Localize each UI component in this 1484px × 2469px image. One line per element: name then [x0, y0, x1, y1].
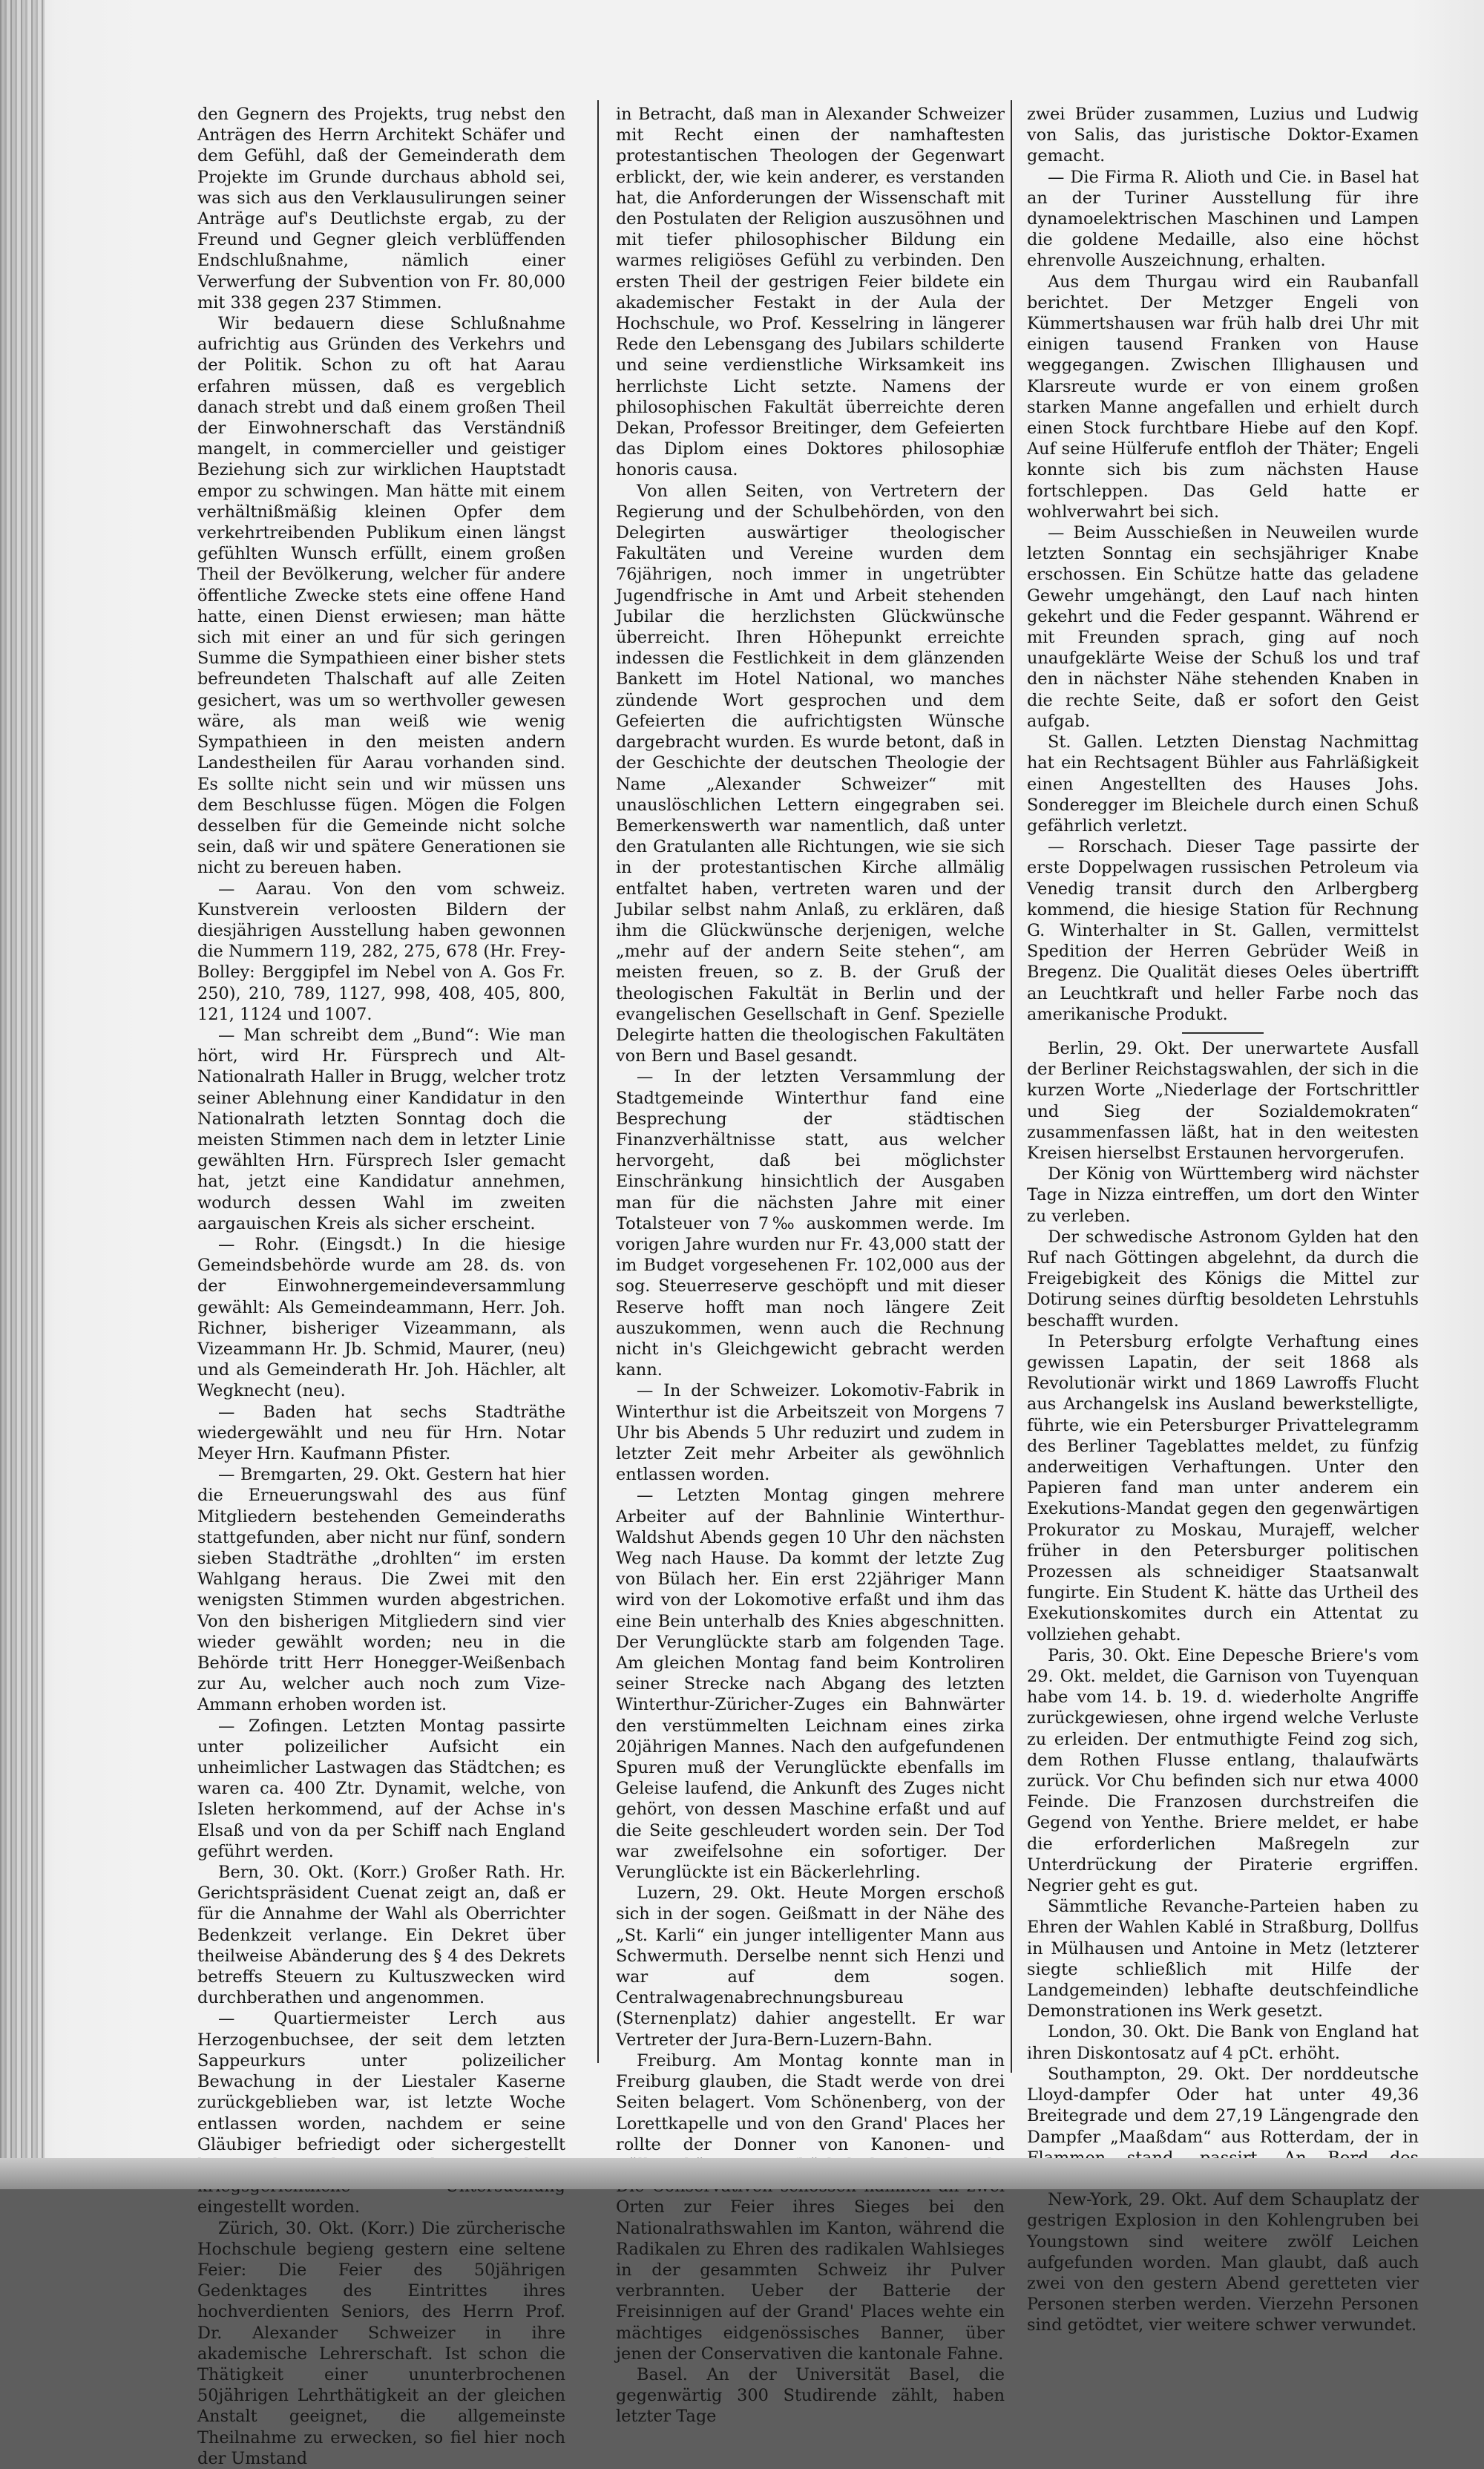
article-column-1 [197, 104, 565, 2469]
article-paragraph: Zürich, 30. Okt. (Korr.) Die zürcherische Hochschule begieng gestern eine seltene Feier: Die Feier des 50jährigen Gedenktages des Eintrittes ihres hochverdienten Seniors, des Herrn Prof. Dr. Alexander Schweizer in ihre akademische Lehrerschaft. Ist schon die Thätigkeit einer ununterbrochenen 50jährigen Lehrthätigkeit an der gleichen Anstalt geeignet, die allgemeinste Theilnahme zu erwecken, so fiel hier noch der Umstand [197, 2218, 565, 2468]
article-paragraph: — Rohr. (Eingsdt.) In die hiesige Gemeindsbehörde wurde am 28. ds. von der Einwohnergemeindeversammlung gewählt: Als Gemeindeammann, Herr. Joh. Richner, bisheriger Vizeammann, als Vizeammann Hr. Jb. Schmid, Maurer, (neu) und als Gemeinderath Hr. Joh. Hächler, alt Wegknecht (neu). [197, 1234, 565, 1401]
article-paragraph: New-York, 29. Okt. Auf dem Schauplatz der gestrigen Explosion in den Kohlengruben bei Youngstown sind weitere zwölf Leichen aufgefunden worden. Man glaubt, daß auch zwei von den gestern Abend geretteten vier Personen sterben werden. Vierzehn Personen sind getödtet, vier weitere schwer verwundet. [1027, 2190, 1419, 2335]
article-paragraph: Aus dem Thurgau wird ein Raubanfall berichtet. Der Metzger Engeli von Kümmertshausen war früh halb drei Uhr mit einigen tausend Franken von Hause weggegangen. Zwischen Illighausen und Klarsreute wurde er von einem großen starken Manne angefallen und erhielt durch einen Stock furchtbare Hiebe auf den Kopf. Auf seine Hülferufe entfloh der Thäter; Engeli konnte sich bis zum nächsten Hause fortschleppen. Das Geld hatte er wohlverwahrt bei sich. [1027, 272, 1419, 522]
article-paragraph: — In der letzten Versammlung der Stadtgemeinde Winterthur fand eine Besprechung der städtischen Finanzverhältnisse statt, aus welcher hervorgeht, daß bei möglichster Einschränkung hinsichtlich der Ausgaben man für die nächsten Jahre mit einer Totalsteuer von 7‰ auskommen werde. Im vorigen Jahre wurden nur Fr. 43,000 statt der im Budget vorgesehenen Fr. 102,000 aus der sog. Steuerreserve geschöpft und mit dieser Reserve hofft man noch längere Zeit auszukommen, wenn auch die Rechnung nicht in's Gleichgewicht gebracht werden kann. [616, 1067, 1005, 1380]
article-paragraph: Southampton, 29. Okt. Der norddeutsche Lloyd-dampfer Oder hat unter 49,36 Breitegrade und dem 27,19 Längengrade den Dampfer „Maaßdam“ aus Rotterdam, der in [1027, 2064, 1419, 2147]
article-paragraph: in Betracht, daß man in Alexander Schweizer mit Recht einen der namhaftesten protestantischen Theologen der Gegenwart erblickt, der, wie kein anderer, es verstanden hat, die Anforderungen der Wissenschaft mit den Postulaten der Religion auszusöhnen und mit tiefer philosophischer Bildung ein warmes religiöses Gefühl zu verbinden. Den ersten Theil der gestrigen Feier bildete ein akademischer Festakt in der Aula der Hochschule, wo Prof. Kesselring in längerer Rede den Lebensgang des Jubilars schilderte und seine verdienstliche Wirksamkeit ins herrlichste Licht setzte. Namens der philosophischen Fakultät überreichte deren Dekan, Professor Breitinger, dem Gefeierten das Diplom eines Doktores philosophiæ honoris causa. [616, 105, 1005, 480]
article-paragraph: — Letzten Montag gingen mehrere Arbeiter auf der Bahnlinie Winterthur-Waldshut Abends gegen 10 Uhr den nächsten Weg nach Hause. Da kommt der letzte Zug von Bülach her. Ein erst 22jähriger Mann wird von der Lokomotive erfaßt und ihm das eine Bein unterhalb des Knies abgeschnitten. Der Verunglückte starb am folgenden Tage. Am gleichen Montag fand beim Kontroliren seiner Strecke nach Abgang des letzten Winterthur-Züricher-Zuges ein Bahnwärter den verstümmelten Leichnam eines zirka 20jährigen Mannes. Nach den aufgefundenen Spuren muß der Verunglückte ebenfalls im Geleise laufend, die Ankunft des Zuges nicht gehört, von dessen Maschine erfaßt und auf die Seite geschleudert worden sein. Der Tod war zweifelsohne ein sofortiger. Der Verunglückte ist ein Bäckerlehrling. [616, 1486, 1005, 1883]
article-paragraph: zwei Brüder zusammen, Luzius und Ludwig von Salis, das juristische Doktor-Examen gemacht. [1027, 105, 1419, 166]
article-paragraph: In Petersburg erfolgte Verhaftung eines gewissen Lapatin, der seit 1868 als Revolutionär wirkt und 1869 Lawroffs Flucht aus Archangelsk ins Ausland bewerkstelligte, führte, wie ein Petersburger Privattelegramm des Berliner Tageblattes meldet, zu fünfzig anderweitigen Verhaftungen. Unter den Papieren fand man unter anderem ein Exekutions-Mandat gegen den gegenwärtigen Prokurator zu Moskau, Murajeff, welcher früher in den Petersburger politischen Prozessen als schneidiger Staatsanwalt fungirte. Ein Student K. hätte das Urtheil des Exekutionskomites durch ein Attentat zu vollziehen gehabt. [1027, 1331, 1419, 1645]
article-paragraph: — Quartiermeister Lerch aus Herzogenbuchsee, der seit dem letzten Sappeurkurs unter polizeilicher Bewachung in der Liestaler Kaserne zurückgeblieben war, ist letzte Woche entlassen worden, nachdem er seine Gläubiger befriedigt oder sichergestellt eingestellt worden. [197, 2009, 565, 2217]
section-rule [1182, 1032, 1264, 1034]
article-paragraph: Der König von Württemberg wird nächster Tage in Nizza eintreffen, um dort den Winter zu verleben. [1027, 1164, 1419, 1226]
article-paragraph: Luzern, 29. Okt. Heute Morgen erschoß sich in der sogen. Geißmatt in der Nähe des „St. Karli“ ein junger intelligenter Mann aus Schwermuth. Derselbe nennt sich Henzi und war auf dem sogen. Centralwagenabrechnungsbureau (Sternenplatz) dahier angestellt. Er war Vertreter der Jura-Bern-Luzern-Bahn. [616, 1883, 1005, 2050]
article-paragraph: — Baden hat sechs Stadträthe wiedergewählt und neu für Hrn. Notar Meyer Hrn. Kaufmann Pfister. [197, 1402, 565, 1463]
article-paragraph: Von allen Seiten, von Vertretern der Regierung und der Schulbehörden, von den Delegirten auswärtiger theologischer Fakultäten und Vereine wurden dem 76jährigen, noch immer in ungetrübter Jugendfrische in Amt und Arbeit stehenden Jubilar die herzlichsten Glückwünsche überreicht. Ihren Höhepunkt erreichte indessen die Festlichkeit in dem glänzenden Bankett im Hotel National, wo manches zündende Wort gesprochen und dem Gefeierten die aufrichtigsten Wünsche dargebracht wurden. Es wurde betont, daß in der Geschichte der deutschen Theologie der Name „Alexander Schweizer“ mit unauslöschlichen Lettern eingegraben sei. Bemerkenswerth war namentlich, daß unter den Gratulanten alle Richtungen, wie sie sich in der protestantischen Kirche allmälig entfaltet haben, vertreten waren und der Jubilar selbst nahm Anlaß, zu erklären, daß ihm die Glückwünsche derjenigen, welche „mehr auf der andern Seite stehen“, am meisten freuen, so z. B. der Gruß der theologischen Fakultät in Berlin und der evangelischen Gesellschaft in Genf. Spezielle Delegirte hatten die theologischen Fakultäten von Bern und Basel gesandt. [616, 481, 1005, 1066]
article-paragraph: — Zofingen. Letzten Montag passirte unter polizeilicher Aufsicht ein unheimlicher Lastwagen das Städtchen; es waren ca. 400 Ztr. Dynamit, welche, von Isleten herkommend, auf der Achse in's Elsaß und von da per Schiff nach England geführt werden. [197, 1716, 565, 1861]
article-paragraph: Sämmtliche Revanche-Parteien haben zu Ehren der Wahlen Kablé in Straßburg, Dollfus in Mülhausen und Antoine in Metz (letzterer siegte schließlich mit Hilfe der Landgemeinden) lebhafte deutschfeindliche Demonstrationen ins Werk gesetzt. [1027, 1897, 1419, 2022]
article-paragraph: — Man schreibt dem „Bund“: Wie man hört, wird Hr. Fürsprech und Alt-Nationalrath Haller in Brugg, welcher trotz seiner Ablehnung einer Kandidatur in den Nationalrath letzten Sonntag doch die meisten Stimmen nach dem in letzter Linie gewählten Hrn. Fürsprech Isler gemacht hat, jetzt eine Kandidatur annehmen, wodurch dessen Wahl im zweiten aargauischen Kreis als sicher erscheint. [197, 1025, 565, 1233]
article-paragraph: Basel. An der Universität Basel, die gegenwärtig 300 Studirende zählt, haben letzter Tage [616, 2364, 1005, 2427]
article-paragraph: Paris, 30. Okt. Eine Depesche Briere's vom 29. Okt. meldet, die Garnison von Tuyenquan habe vom 14. b. 19. d. wiederholte Angriffe zurückgewiesen, ohne irgend welche Verluste zu erleiden. Der entmuthigte Feind zog sich, dem Rothen Flusse entlang, thalaufwärts zurück. Vor Chu befinden sich nur etwa 4000 Feinde. Die Franzosen durchstreifen die Gegend von Yenthe. Briere meldet, er habe die erforderlichen Maßregeln zur Unterdrückung der Piraterie ergriffen. Negrier geht es gut. [1027, 1645, 1419, 1896]
article-paragraph: Berlin, 29. Okt. Der unerwartete Ausfall der Berliner Reichstagswahlen, der sich in die kurzen Worte „Niederlage der Fortschrittler und Sieg der Sozialdemokraten“ zusammenfassen läßt, hat in den weitesten Kreisen hierselbst Erstaunen hervorgerufen. [1027, 1038, 1419, 1163]
article-paragraph: — Aarau. Von den vom schweiz. Kunstverein verloosten Bildern der diesjährigen Ausstellung haben gewonnen die Nummern 119, 282, 275, 678 (Hr. Frey-Bolley: Berggipfel im Nebel von A. Gos Fr. 250), 210, 789, 1127, 998, 408, 405, 800, 121, 1124 und 1007. [197, 879, 565, 1024]
article-paragraph: Bern, 30. Okt. (Korr.) Großer Rath. Hr. Gerichtspräsident Cuenat zeigt an, daß er für die Annahme der Wahl als Oberrichter Bedenkzeit verlange. Ein Dekret über theilweise Abänderung des § 4 des Dekrets betreffs Steuern zu Kultuszwecken wird durchberathen und angenommen. [197, 1863, 565, 2008]
article-paragraph: London, 30. Okt. Die Bank von England hat ihren Diskontosatz auf 4 pCt. erhöht. [1027, 2022, 1419, 2063]
article-paragraph: den Gegnern des Projekts, trug nebst den Anträgen des Herrn Architekt Schäfer und dem Gefühl, daß der Gemeinderath dem Projekte im Grunde durchaus abhold sei, was sich aus den Verklausulirungen seiner Anträge auf's Deutlichste ergab, zu der Freund und Gegner gleich verblüffenden Endschlußnahme, nämlich einer Verwerfung der Subvention von Fr. 80,000 mit 338 gegen 237 Stimmen. [197, 105, 565, 312]
article-paragraph: Freiburg. Am Montag konnte man in Freiburg glauben, die Stadt werde von drei Seiten belagert. Vom Schönenberg, von der Lorettkapelle und von den Grand' Places her rollte der Donner von Kanonen- und Orten zur Feier ihres Sieges bei den Nationalrathswahlen im Kanton, während die Radikalen zu Ehren des radikalen Wahlsieges in der gesammten Schweiz ihr Pulver verbrannten. Ueber der Batterie der Freisinnigen auf der Grand' Places wehte ein mächtiges eidgenössisches Banner, über jenen der Conservativen die kantonale Fahne. [616, 2050, 1005, 2364]
book-binding-edge [0, 0, 45, 2189]
article-paragraph: — Rorschach. Dieser Tage passirte der erste Doppelwagen russischen Petroleum via Venedig transit durch den Arlbergberg kommend, die hiesige Station für Rechnung G. Winterhalter in St. Gallen, vermittelst Spedition der Herren Gebrüder Weiß in Bregenz. Die Qualität dieses Oeles übertrifft an Leuchtkraft und heller Farbe noch das amerikanische Produkt. [1027, 837, 1419, 1024]
article-column-3 [1027, 104, 1419, 2336]
article-paragraph: — Beim Ausschießen in Neuweilen wurde letzten Sonntag ein sechsjähriger Knabe erschossen. Ein Schütze hatte das geladene Gewehr umgehängt, den Lauf nach hinten gekehrt und die Feder gespannt. Während er mit Freunden sprach, ging auf noch unaufgeklärte Weise der Schuß los und traf den in nächster Nähe stehenden Knaben in die rechte Seite, daß er sofort den Geist aufgab. [1027, 523, 1419, 731]
article-paragraph: — Bremgarten, 29. Okt. Gestern hat hier die Erneuerungswahl des aus fünf Mitgliedern bestehenden Gemeinderaths stattgefunden, aber nicht nur fünf, sondern sieben Stadträthe „drohlten“ im ersten Wahlgang heraus. Die Zwei mit den wenigsten Stimmen wurden abgestrichen. Von den bisherigen Mitgliedern sind vier wieder gewählt worden; neu in die Behörde tritt Herr Honegger-Weißenbach zur Au, welcher auch noch zum Vize-Ammann erhoben worden ist. [197, 1465, 565, 1715]
column-divider-2 [1011, 100, 1012, 2073]
article-paragraph: St. Gallen. Letzten Dienstag Nachmittag hat ein Rechtsagent Bühler aus Fahrläßigkeit einen Angestellten des Hauses Johs. Sonderegger im Bleichele durch einen Schuß gefährlich verletzt. [1027, 732, 1419, 836]
article-paragraph: Der schwedische Astronom Gylden hat den Ruf nach Göttingen abgelehnt, da durch die Freigebigkeit des Königs die Mittel zur Dotirung seines dürftig besoldeten Lehrstuhls beschafft wurden. [1027, 1227, 1419, 1331]
article-paragraph: — In der Schweizer. Lokomotiv-Fabrik in Winterthur ist die Arbeitszeit von Morgens 7 Uhr bis Abends 5 Uhr reduzirt und zudem in letzter Zeit mehr Arbeiter als gewöhnlich entlassen worden. [616, 1381, 1005, 1485]
page-bottom-edge [0, 2158, 1484, 2189]
article-column-2 [616, 104, 1005, 2427]
article-paragraph: Wir bedauern diese Schlußnahme aufrichtig aus Gründen des Verkehrs und der Politik. Schon zu oft hat Aarau erfahren müssen, daß es vergeblich danach strebt und daß einem großen Theil der Einwohnerschaft das Verständniß mangelt, in commercieller und geistiger Beziehung sich zur wirklichen Hauptstadt empor zu schwingen. Man hätte mit einem verhältnißmäßig kleinen Opfer dem verkehrtreibenden Publikum einen längst gefühlten Wunsch erfüllt, einem großen Theil der Bevölkerung, welcher für andere öffentliche Zwecke stets eine offene Hand hatte, einen Dienst erwiesen; man hätte sich mit einer an und für sich geringen Summe die Sympathieen einer bisher stets befreundeten Thalschaft auf alle Zeiten gesichert, was um so werthvoller gewesen wäre, als man weiß wie wenig Sympathieen in den meisten andern Landestheilen für Aarau vorhanden sind. Es sollte nicht sein und wir müssen uns dem Beschlusse fügen. Mögen die Folgen desselben für die Gemeinde nicht solche sein, daß wir und spätere Generationen sie nicht zu bereuen haben. [197, 314, 565, 878]
column-divider-1 [597, 100, 599, 2063]
article-paragraph: — Die Firma R. Alioth und Cie. in Basel hat an der Turiner Ausstellung für ihre dynamoelektrischen Maschinen und Lampen die goldene Medaille, also eine höchst ehrenvolle Auszeichnung, erhalten. [1027, 167, 1419, 271]
